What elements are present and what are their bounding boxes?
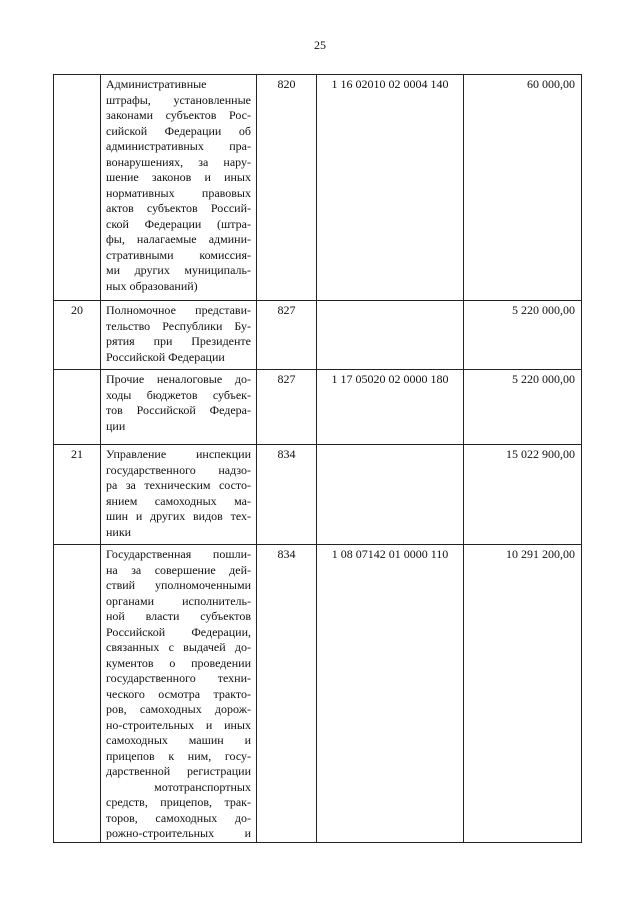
revenue-name-cell (101, 545, 257, 843)
revenue-name-line: вонарушениях, за нару- (106, 154, 251, 169)
revenue-name-cell (101, 301, 257, 370)
revenue-name-line: шение законов и иных (106, 170, 251, 184)
revenue-name-line: ции (106, 418, 126, 433)
revenue-name-line: ной власти субъектов (106, 609, 251, 623)
revenue-name-line: Российской Федерации (106, 349, 225, 364)
revenue-name-line: фы, налагаемые админи- (106, 232, 251, 246)
revenue-name-line: кументов о проведении (106, 655, 251, 670)
revenue-name-line: ники (106, 524, 132, 539)
revenue-name-line: штрафы, установленные (106, 92, 251, 107)
revenue-name-line: административных пра- (106, 139, 251, 153)
revenue-name-line: мототранспортных (154, 779, 251, 794)
budget-classification-code-cell (317, 445, 464, 545)
revenue-name-cell (101, 445, 257, 545)
revenue-name-line: Государственная пошли- (106, 547, 251, 561)
revenue-name-line: ческого осмотра тракто- (106, 686, 251, 701)
revenue-name-line: рожно-строительных и (106, 826, 251, 840)
revenue-name-line: нормативных правовых (106, 185, 251, 200)
revenue-name-cell (101, 75, 257, 301)
table-row (54, 75, 582, 301)
revenue-name-line: на за совершение дей- (106, 562, 251, 577)
revenue-name-line: шин и других видов тех- (106, 509, 251, 523)
revenue-name-line: самоходных машин и (106, 733, 251, 747)
budget-classification-code-cell (317, 301, 464, 370)
amount-cell: 10 291 200,00 (464, 545, 582, 843)
budget-classification-code-cell: 1 08 07142 01 0000 110 (317, 545, 464, 843)
revenue-name-line: стративными комиссия- (106, 247, 251, 262)
budget-classification-code-cell: 1 17 05020 02 0000 180 (317, 370, 464, 445)
row-number-cell: 21 (54, 445, 101, 545)
budget-revenue-table (53, 74, 582, 843)
page-number: 25 (314, 38, 326, 52)
revenue-name-line: Административные (106, 77, 207, 91)
table-row (54, 445, 582, 545)
revenue-name-line: торов, самоходных до- (106, 810, 251, 825)
table-row (54, 370, 582, 445)
amount-cell: 15 022 900,00 (464, 445, 582, 545)
admin-code-cell: 820 (257, 75, 317, 301)
row-number-cell (54, 370, 101, 445)
revenue-name-line: тов Российской Федера- (106, 403, 251, 417)
revenue-name-line: органами исполнитель- (106, 593, 251, 608)
revenue-name-line: государственного техни- (106, 671, 251, 685)
revenue-name-line: связанных с выдачей до- (106, 640, 251, 654)
row-number-cell (54, 545, 101, 843)
revenue-name-line: рятия при Президенте (106, 334, 251, 348)
row-number-cell: 20 (54, 301, 101, 370)
admin-code-cell: 834 (257, 545, 317, 843)
admin-code-cell: 827 (257, 301, 317, 370)
revenue-name-line: государственного надзо- (106, 462, 251, 477)
revenue-name-line: законами субъектов Рос- (106, 108, 251, 122)
revenue-name-line: средств, прицепов, трак- (106, 795, 251, 809)
revenue-name-line: ров, самоходных дорож- (106, 702, 251, 716)
revenue-name-line: ми других муниципаль- (106, 263, 251, 277)
revenue-name-line: но-строительных и иных (106, 717, 251, 732)
revenue-name-line: ра за техническим состо- (106, 478, 251, 492)
revenue-name-line: ствий уполномоченными (106, 578, 251, 592)
revenue-name-line: Российской Федерации, (106, 624, 251, 639)
revenue-name-line: Полномочное представи- (106, 303, 251, 317)
admin-code-cell: 827 (257, 370, 317, 445)
revenue-name-line: ных образований) (106, 278, 198, 293)
amount-cell: 5 220 000,00 (464, 370, 582, 445)
budget-classification-code-cell: 1 16 02010 02 0004 140 (317, 75, 464, 301)
amount-cell: 60 000,00 (464, 75, 582, 301)
budget-table-body (54, 75, 582, 843)
amount-cell: 5 220 000,00 (464, 301, 582, 370)
table-row (54, 545, 582, 843)
revenue-name-line: Управление инспекции (106, 447, 251, 461)
revenue-name-line: сийской Федерации об (106, 123, 251, 138)
revenue-name-line: ходы бюджетов субъек- (106, 387, 251, 402)
revenue-name-line: янием самоходных ма- (106, 493, 251, 508)
admin-code-cell: 834 (257, 445, 317, 545)
table-row (54, 301, 582, 370)
revenue-name-line: прицепов к ним, госу- (106, 748, 251, 763)
row-number-cell (54, 75, 101, 301)
revenue-name-line: ской Федерации (штра- (106, 216, 251, 231)
revenue-name-line: тельство Республики Бу- (106, 318, 251, 333)
revenue-name-line: актов субъектов Россий- (106, 201, 251, 215)
revenue-name-line: дарственной регистрации (106, 764, 251, 778)
revenue-name-cell (101, 370, 257, 445)
revenue-name-line: Прочие неналоговые до- (106, 372, 251, 386)
